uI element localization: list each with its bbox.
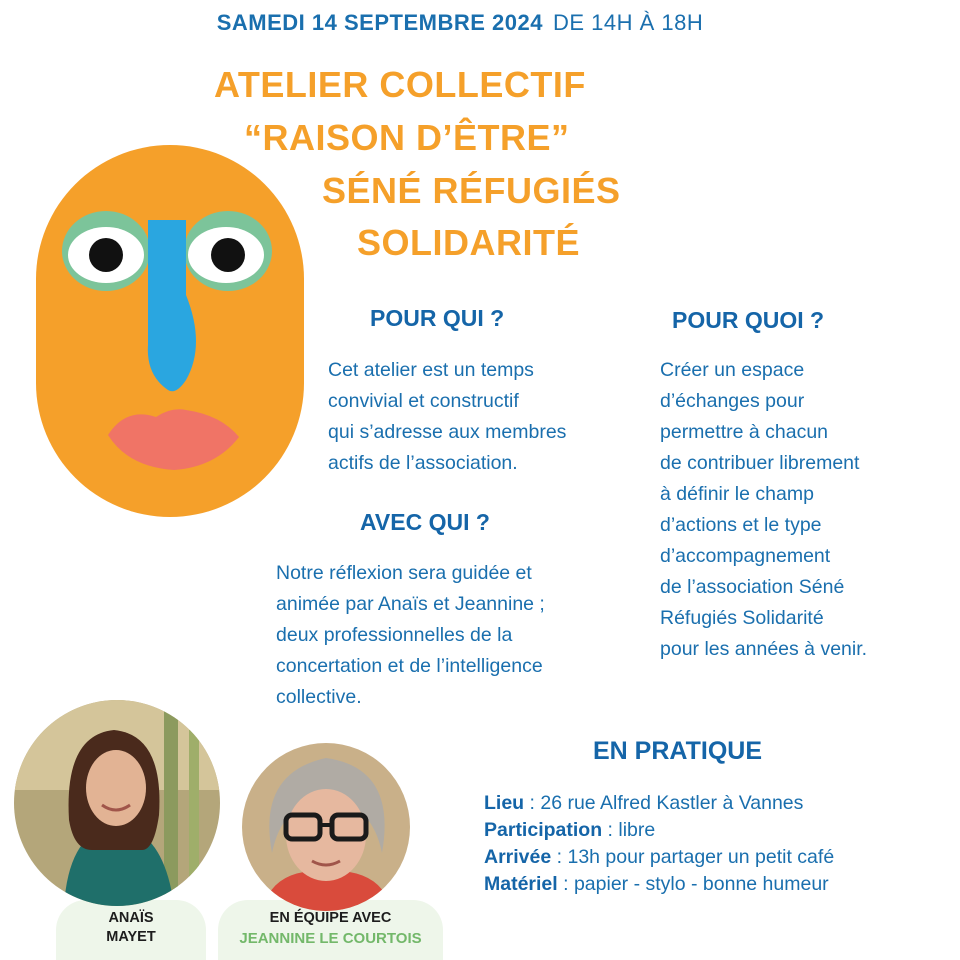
practical-label: Participation — [484, 819, 603, 841]
jeannine-portrait-photo — [242, 743, 410, 911]
avec-qui-line: Notre réflexion sera guidée et — [276, 562, 532, 584]
pour-qui-line: convivial et constructif — [328, 390, 519, 412]
pour-quoi-line: Réfugiés Solidarité — [660, 607, 824, 629]
left-eye-pupil — [89, 238, 123, 272]
team-label: EN ÉQUIPE AVEC — [269, 910, 392, 926]
practical-label: Arrivée — [484, 846, 552, 868]
mask-face-illustration — [36, 145, 304, 517]
right-eye-pupil — [211, 238, 245, 272]
pour-quoi-line: de l’association Séné — [660, 576, 845, 598]
practical-value: : libre — [602, 819, 656, 841]
event-date-line — [0, 10, 920, 36]
anais-portrait-photo — [14, 700, 220, 906]
avec-qui-line: animée par Anaïs et Jeannine ; — [276, 593, 545, 615]
pour-quoi-line: à définir le champ — [660, 483, 814, 505]
practical-label: Lieu — [484, 792, 525, 814]
title-line-2: “RAISON D’ÊTRE” — [244, 117, 570, 158]
pour-qui-heading: POUR QUI ? — [370, 305, 505, 331]
avec-qui-heading: AVEC QUI ? — [360, 509, 490, 535]
pour-quoi-text — [660, 355, 867, 665]
en-pratique-heading: EN PRATIQUE — [593, 737, 762, 765]
practical-label: Matériel — [484, 873, 558, 895]
practical-value: : 13h pour partager un petit café — [551, 846, 835, 868]
pour-qui-text — [328, 355, 566, 479]
practical-info-row — [484, 817, 834, 844]
event-time: DE 14H À 18H — [552, 10, 704, 35]
practical-value: : papier - stylo - bonne humeur — [557, 873, 829, 895]
pour-quoi-line: permettre à chacun — [660, 421, 829, 443]
avec-qui-line: concertation et de l’intelligence — [276, 655, 543, 677]
title-line-1: ATELIER COLLECTIF — [214, 64, 586, 105]
pour-qui-line: Cet atelier est un temps — [328, 359, 534, 381]
pour-qui-line: qui s’adresse aux membres — [328, 421, 567, 443]
pour-quoi-line: de contribuer librement — [660, 452, 860, 474]
practical-info-list — [484, 790, 834, 898]
anais-name-last: MAYET — [106, 929, 156, 945]
pour-quoi-line: Créer un espace — [660, 359, 805, 381]
practical-info-row — [484, 844, 834, 871]
pour-quoi-line: d’actions et le type — [660, 514, 822, 536]
practical-info-row — [484, 790, 834, 817]
practical-info-row — [484, 871, 834, 898]
practical-value: : 26 rue Alfred Kastler à Vannes — [524, 792, 804, 814]
avec-qui-line: deux professionnelles de la — [276, 624, 513, 646]
jeannine-name: JEANNINE LE COURTOIS — [239, 930, 422, 947]
pour-qui-line: actifs de l’association. — [328, 452, 518, 474]
anais-name-first: ANAÏS — [108, 910, 154, 926]
title-line-4: SOLIDARITÉ — [357, 222, 581, 263]
pour-quoi-line: d’accompagnement — [660, 545, 831, 567]
pour-quoi-heading: POUR QUOI ? — [672, 307, 825, 333]
pour-quoi-line: d’échanges pour — [660, 390, 805, 412]
pour-quoi-line: pour les années à venir. — [660, 638, 868, 660]
avec-qui-text — [276, 558, 545, 713]
avec-qui-line: collective. — [276, 686, 362, 708]
title-line-3: SÉNÉ RÉFUGIÉS — [322, 170, 621, 211]
event-date: SAMEDI 14 SEPTEMBRE 2024 — [216, 10, 543, 35]
